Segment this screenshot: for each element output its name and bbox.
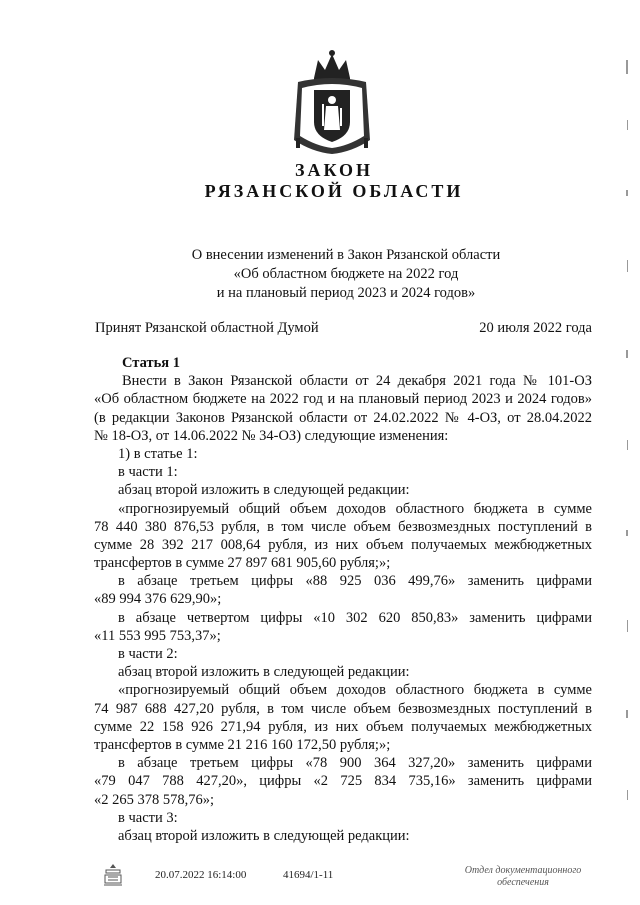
department-line: Отдел документационного <box>464 865 582 876</box>
article-line: «прогнозируемый общий объем доходов областного бюджета в сумме <box>118 682 592 699</box>
article-line: в абзаце четвертом цифры «10 302 620 850,83» заменить цифрами <box>118 609 592 626</box>
article-line: трансфертов в сумме 21 216 160 172,50 рубля;»; <box>94 736 391 753</box>
article-line: абзац второй изложить в следующей редакции: <box>118 664 410 681</box>
article-line: в части 3: <box>118 809 178 826</box>
article-line: № 18-ОЗ, от 14.06.2022 № 34-ОЗ) следующие изменения: <box>94 427 449 444</box>
subject-line: «Об областном бюджете на 2022 год <box>233 266 459 282</box>
article-line: 74 987 688 427,20 рубля, в том числе объем безвозмездных поступлений в <box>94 700 592 717</box>
article-line: в части 1: <box>118 464 178 481</box>
article-line: «прогнозируемый общий объем доходов областного бюджета в сумме <box>118 500 592 517</box>
footer-doc-number: 41694/1-11 <box>283 869 334 881</box>
article-line: «79 047 788 427,20», цифры «2 725 834 735,16» заменить цифрами <box>94 773 592 790</box>
article-line: «89 994 376 629,90»; <box>94 591 222 608</box>
article-heading: Статья 1 <box>122 355 180 371</box>
law-title: ЗАКОН <box>294 160 374 180</box>
article-line: трансфертов в сумме 27 897 681 905,60 рубля;»; <box>94 555 391 572</box>
article-line: «2 265 378 578,76»; <box>94 791 215 808</box>
adoption-date: 20 июля 2022 года <box>479 320 592 336</box>
article-line: абзац второй изложить в следующей редакции: <box>118 482 410 499</box>
subject-line: и на плановый период 2023 и 2024 годов» <box>216 285 476 301</box>
scan-margin-marks <box>622 60 634 820</box>
department-line: обеспечения <box>497 877 549 888</box>
registry-stamp-icon <box>102 862 124 888</box>
law-subject <box>0 246 640 303</box>
article-line: в части 2: <box>118 646 178 662</box>
article-line: (в редакции Законов Рязанской области от 24.02.2022 № 4-ОЗ, от 28.04.2022 <box>94 409 592 426</box>
article-line: в абзаце третьем цифры «78 900 364 327,20» заменить цифрами <box>118 755 592 772</box>
law-region-title: РЯЗАНСКОЙ ОБЛАСТИ <box>204 181 464 201</box>
article-line: Внести в Закон Рязанской области от 24 декабря 2021 года № 101-ОЗ <box>122 373 592 390</box>
article-line: в абзаце третьем цифры «88 925 036 499,76» заменить цифрами <box>118 573 592 590</box>
article-line: «Об областном бюджете на 2022 год и на плановый период 2023 и 2024 годов» <box>94 391 592 408</box>
article-line: абзац второй изложить в следующей редакции: <box>118 827 410 844</box>
footer-datetime: 20.07.2022 16:14:00 <box>155 869 247 881</box>
article-line: сумме 22 158 926 271,94 рубля, из них объем получаемых межбюджетных <box>94 718 592 735</box>
article-line: «11 553 995 753,37»; <box>94 627 221 644</box>
article-line: 1) в статье 1: <box>118 445 198 462</box>
subject-line: О внесении изменений в Закон Рязанской области <box>191 247 501 263</box>
article-line: 78 440 380 876,53 рубля, в том числе объем безвозмездных поступлений в <box>94 518 592 535</box>
article-line: сумме 28 392 217 008,64 рубля, из них объем получаемых межбюджетных <box>94 536 592 553</box>
article-body <box>94 354 592 845</box>
footer-department-stamp <box>448 865 598 889</box>
adopted-by: Принят Рязанской областной Думой <box>95 320 319 336</box>
coat-of-arms-emblem <box>292 48 372 156</box>
